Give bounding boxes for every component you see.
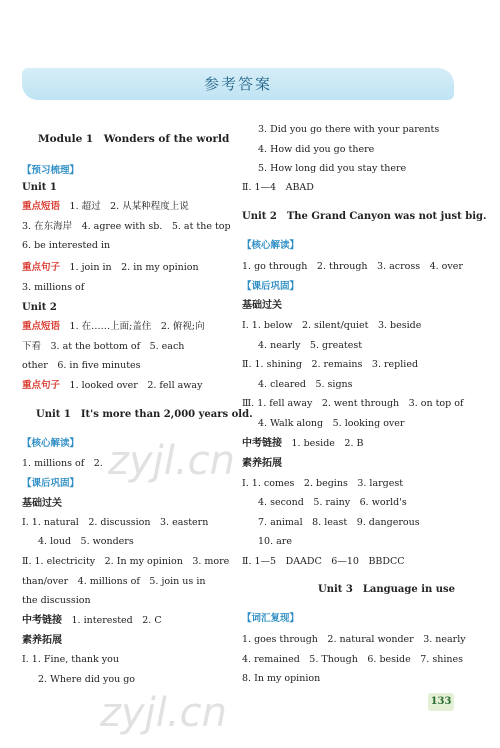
unit2-title: Unit 2 The Grand Canyon was not just big. [242,211,487,222]
basic-row-5: the discussion [22,595,91,606]
phrases-row-3: 6. be interested in [22,240,111,251]
vocab-row-3: 8. In my opinion [242,673,321,684]
basic-right-2: 4. nearly 5. greatest [258,340,363,351]
core-row-right: 1. go through 2. through 3. across 4. over [242,261,463,272]
exam-answer-right: 1. beside 2. B [291,438,364,449]
right-row-4: Ⅱ. 1—4 ABAD [242,182,314,193]
sentences-row-2: 3. millions of [22,282,85,293]
exam-row-left [22,615,162,627]
sentences-row-1 [22,262,199,274]
after-tag-left: 【课后巩固】 [22,478,80,489]
ext-label-left: 素养拓展 [22,635,62,646]
ext-right-4: 10. are [258,536,292,547]
exam-label-right: 中考链接 [242,438,282,449]
right-row-2: 4. How did you go there [258,144,375,155]
answer-banner: 参考答案 [22,68,454,100]
u2-sentences-text: 1. looked over 2. fell away [69,380,203,391]
sentences-text-1: 1. join in 2. in my opinion [69,262,199,273]
phrases-tag: 重点短语 [22,201,61,212]
basic-right-5: Ⅲ. 1. fell away 2. went through 3. on top of [242,398,464,409]
basic-right-1: Ⅰ. 1. below 2. silent/quiet 3. beside [242,320,422,331]
ext-row-1: Ⅰ. 1. Fine, thank you [22,654,119,665]
core-tag-left: 【核心解读】 [22,438,80,449]
ext-right-2: 4. second 5. rainy 6. world's [258,497,407,508]
watermark-2: zyjl.cn [100,690,227,736]
basic-row-4: than/over 4. millions of 5. join us in [22,576,206,587]
ext-label-right: 素养拓展 [242,458,282,469]
basic-right-3: Ⅱ. 1. shining 2. remains 3. replied [242,359,419,370]
unit3-title: Unit 3 Language in use [318,584,456,595]
basic-row-3: Ⅱ. 1. electricity 2. In my opinion 3. more [22,556,230,567]
unit2-label: Unit 2 [22,302,57,313]
vocab-row-1: 1. goes through 2. natural wonder 3. nearly [242,634,466,645]
unit1-title: Unit 1 It's more than 2,000 years old. [36,409,253,420]
u2-phrases-row-1 [22,321,205,333]
sentences-tag: 重点句子 [22,262,61,273]
right-row-3: 5. How long did you stay there [258,163,407,174]
page-number: 133 [428,693,454,711]
core-tag-right: 【核心解读】 [242,240,300,251]
basic-right-6: 4. Walk along 5. looking over [258,418,405,429]
module-title: Module 1 Wonders of the world [38,133,230,145]
exam-label-left: 中考链接 [22,615,62,626]
basic-label-left: 基础过关 [22,498,62,509]
after-tag-right: 【课后巩固】 [242,281,300,292]
exam-answer-left: 1. interested 2. C [71,615,162,626]
u2-sentences-tag: 重点句子 [22,380,61,391]
phrases-row-2: 3. 在东海岸 4. agree with sb. 5. at the top [22,221,231,232]
ext-row-2: 2. Where did you go [38,674,136,685]
basic-row-2: 4. loud 5. wonders [38,536,134,547]
right-row-1: 3. Did you go there with your parents [258,124,440,135]
ext-right-3: 7. animal 8. least 9. dangerous [258,517,420,528]
watermark-1: zyjl.cn [108,438,235,484]
u2-sentences-row [22,380,202,392]
basic-right-4: 4. cleared 5. signs [258,379,353,390]
u2-phrases-text-1: 1. 在……上面;盖住 2. 俯视;向 [69,321,205,332]
phrases-text-1: 1. 超过 2. 从某种程度上说 [69,201,189,212]
basic-label-right: 基础过关 [242,300,282,311]
u2-phrases-row-3: other 6. in five minutes [22,360,141,371]
core-row-left: 1. millions of 2. [22,458,103,469]
phrases-row-1 [22,201,189,213]
vocab-tag: 【词汇复现】 [242,613,300,624]
basic-row-1: Ⅰ. 1. natural 2. discussion 3. eastern [22,517,209,528]
exam-row-right [242,438,364,450]
unit1-label: Unit 1 [22,182,57,193]
ext-right-5: Ⅱ. 1—5 DAADC 6—10 BBDCC [242,556,405,567]
u2-phrases-tag: 重点短语 [22,321,61,332]
ext-right-1: Ⅰ. 1. comes 2. begins 3. largest [242,478,404,489]
preview-tag: 【预习梳理】 [22,165,80,176]
vocab-row-2: 4. remained 5. Though 6. beside 7. shines [242,654,463,665]
u2-phrases-row-2: 下看 3. at the bottom of 5. each [22,341,185,352]
